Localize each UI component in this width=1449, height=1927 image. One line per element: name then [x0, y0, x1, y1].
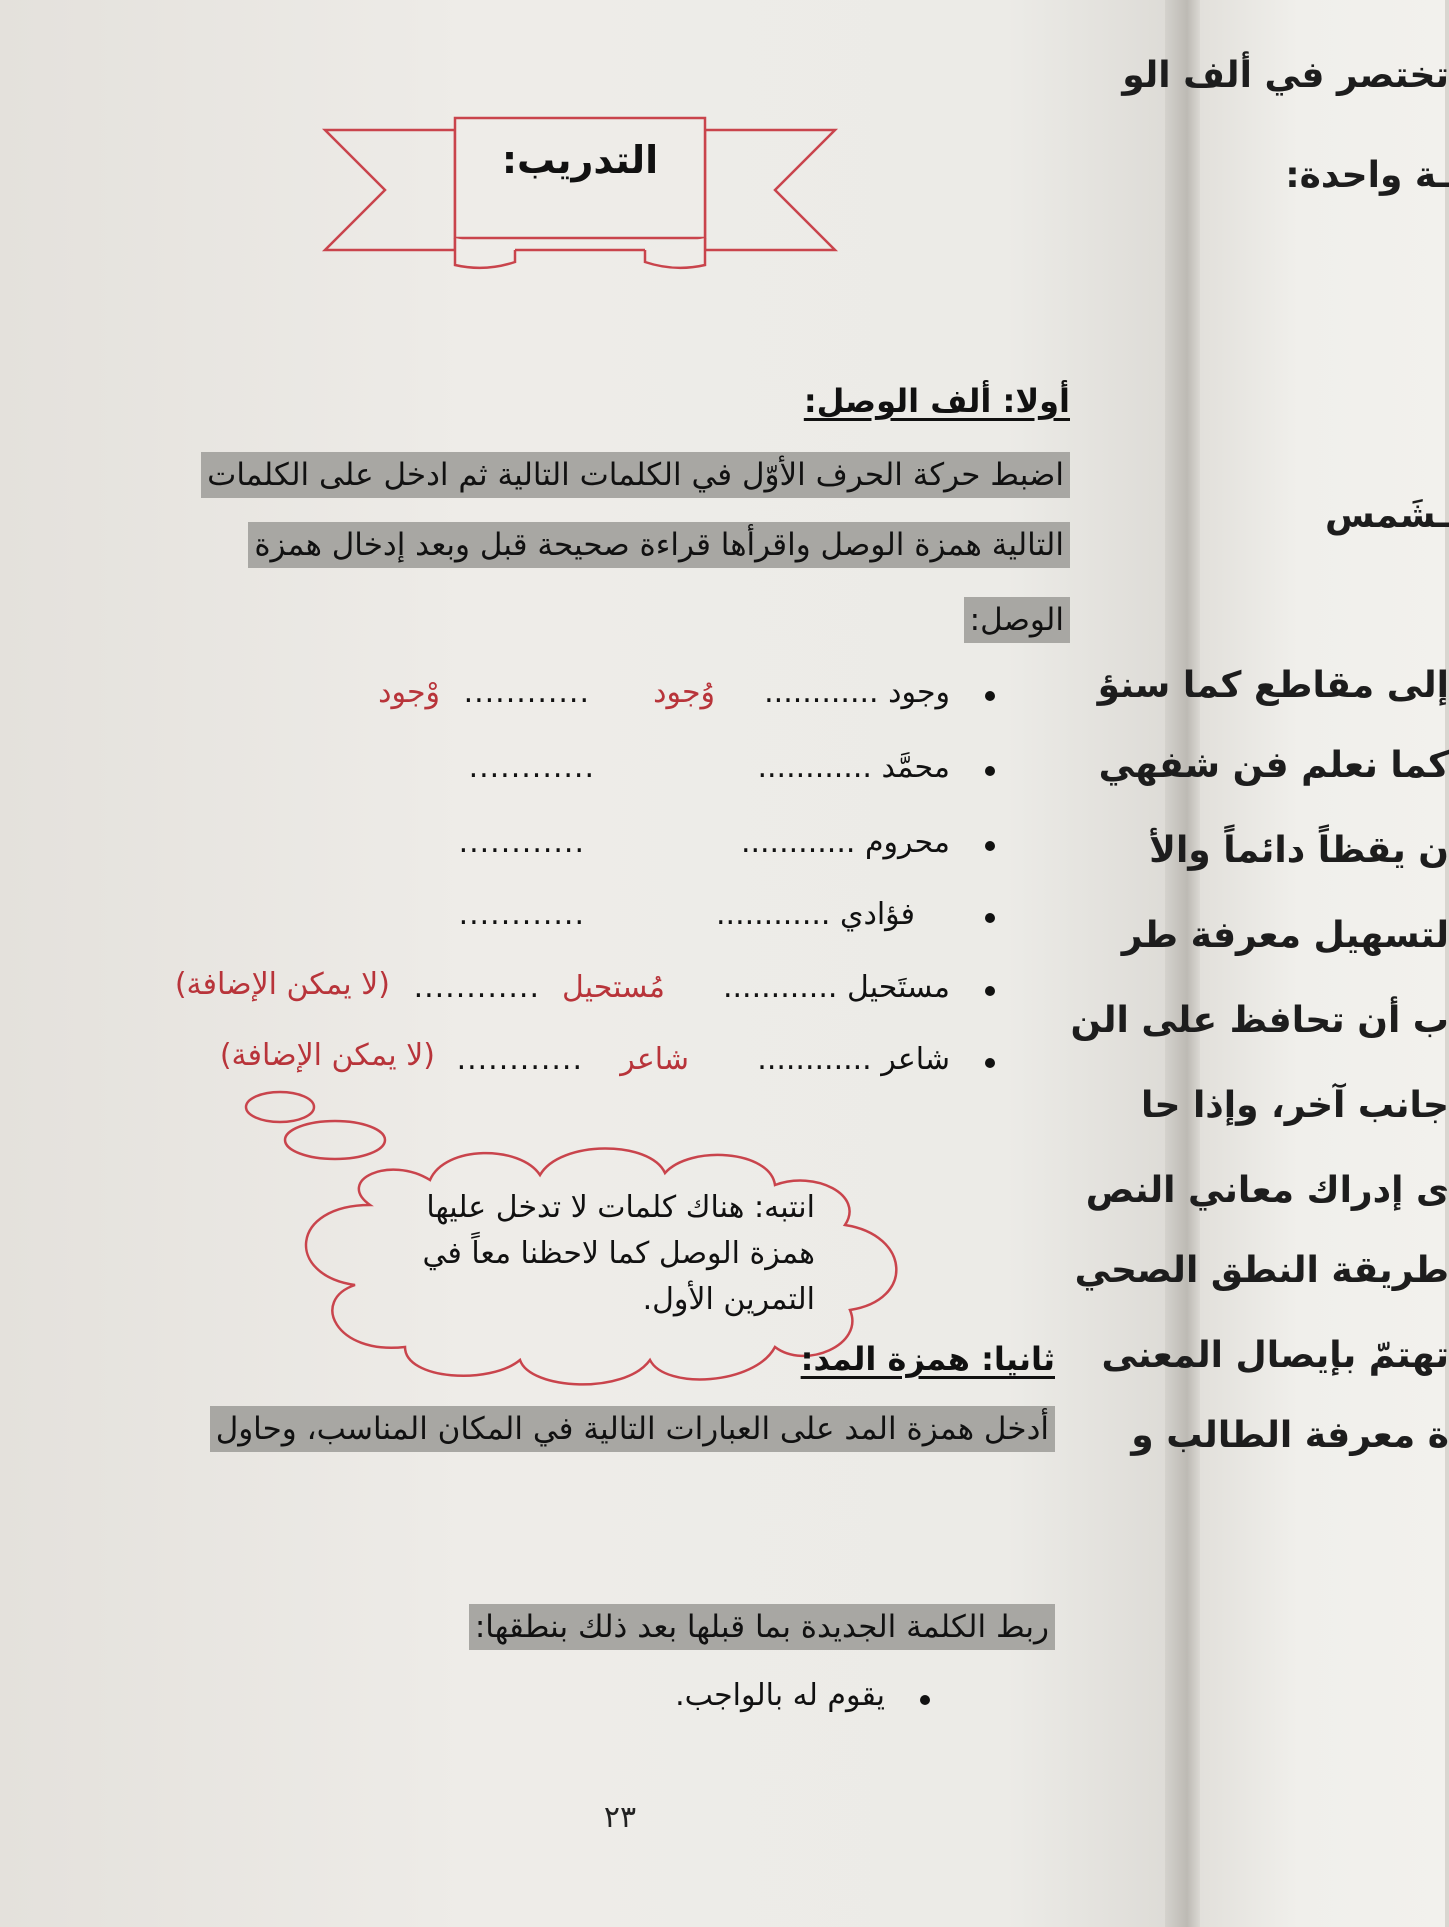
right-page — [1070, 0, 1449, 1927]
note-line-2: همزة الوصل كما لاحظنا معاً في — [422, 1236, 815, 1271]
bullet — [985, 986, 995, 996]
bullet — [985, 1058, 995, 1068]
right-page-line: تهتمّ بإيصال المعنى — [1101, 1335, 1449, 1376]
note-line-1: انتبه: هناك كلمات لا تدخل عليها — [426, 1190, 815, 1225]
exercise-title: التدريب: — [501, 138, 659, 182]
item-note: (لا يمكن الإضافة) — [219, 1038, 435, 1073]
item-blank-2: ............ — [458, 897, 585, 932]
right-page-line: ة معرفة الطالب و — [1131, 1415, 1449, 1456]
right-page-line: ن يقظاً دائماً والأ — [1149, 830, 1449, 871]
item-answer-1: شاعر — [620, 1042, 689, 1077]
bullet — [985, 841, 995, 851]
right-page-line: ب أن تحافظ على الن — [1070, 1000, 1449, 1041]
bullet — [985, 913, 995, 923]
section2-item: يقوم له بالواجب. — [675, 1678, 885, 1713]
item-word: فؤادي ............ — [716, 897, 915, 932]
item-word: وجود ............ — [764, 675, 950, 710]
right-page-line: طريقة النطق الصحي — [1074, 1250, 1449, 1291]
item-answer-1: وُجود — [653, 675, 715, 710]
item-word: شاعر ............ — [757, 1042, 950, 1077]
note-line-3: التمرين الأول. — [642, 1282, 815, 1317]
section1-heading: أولا: ألف الوصل: — [803, 382, 1070, 420]
cloud-bubble-medium — [285, 1121, 385, 1159]
item-word: مستَحيل ............ — [722, 970, 950, 1005]
cloud-bubble-small — [246, 1092, 314, 1122]
ribbon-right-tail — [705, 130, 835, 250]
section1-instruction-line-2: التالية همزة الوصل واقرأها قراءة صحيحة قبل وبعد إدخال همزة — [248, 522, 1070, 568]
item-blank-2: ............ — [458, 825, 585, 860]
bullet — [985, 691, 995, 701]
right-page-line: إلى مقاطع كما سنؤ — [1097, 665, 1449, 706]
right-page-line: لتسهيل معرفة طر — [1121, 915, 1449, 956]
item-word: محروم ............ — [740, 825, 950, 860]
bullet — [920, 1695, 930, 1705]
right-page-line: جانب آخر، وإذا حا — [1140, 1085, 1449, 1126]
ribbon-banner — [325, 100, 835, 280]
section1-instruction-line-1: اضبط حركة الحرف الأوّل في الكلمات التالية ثم ادخل على الكلمات — [201, 452, 1070, 498]
right-page-line: ى إدراك معاني النص — [1085, 1170, 1449, 1211]
right-page-line: ـة واحدة: — [1285, 155, 1449, 196]
item-note: (لا يمكن الإضافة) — [174, 967, 390, 1002]
item-answer-1: مُستحيل — [561, 970, 665, 1005]
item-answer-2: وْجود — [378, 675, 440, 710]
section1-instruction-line-3: الوصل: — [964, 597, 1070, 643]
bullet — [985, 766, 995, 776]
ribbon-left-tail — [325, 130, 455, 250]
section2-instruction-line-1: أدخل همزة المد على العبارات التالية في المكان المناسب، وحاول — [210, 1406, 1055, 1452]
book-gutter — [1165, 0, 1205, 1927]
right-page-line: تختصر في ألف الو — [1122, 55, 1449, 96]
right-page-line: ـشَمس — [1325, 495, 1449, 536]
item-blank-2: ............ — [456, 1042, 583, 1077]
item-word: محمَّد ............ — [757, 750, 950, 785]
note-text — [345, 1185, 815, 1323]
item-blank-2: ............ — [468, 750, 595, 785]
right-page-line: كما نعلم فن شفهي — [1098, 745, 1449, 786]
item-blank-2: ............ — [463, 675, 590, 710]
section2-heading: ثانيا: همزة المد: — [800, 1340, 1055, 1378]
page-number: ٢٣ — [603, 1800, 637, 1835]
item-blank-2: ............ — [413, 970, 540, 1005]
section2-instruction-line-2: ربط الكلمة الجديدة بما قبلها بعد ذلك بنطقها: — [469, 1604, 1055, 1650]
